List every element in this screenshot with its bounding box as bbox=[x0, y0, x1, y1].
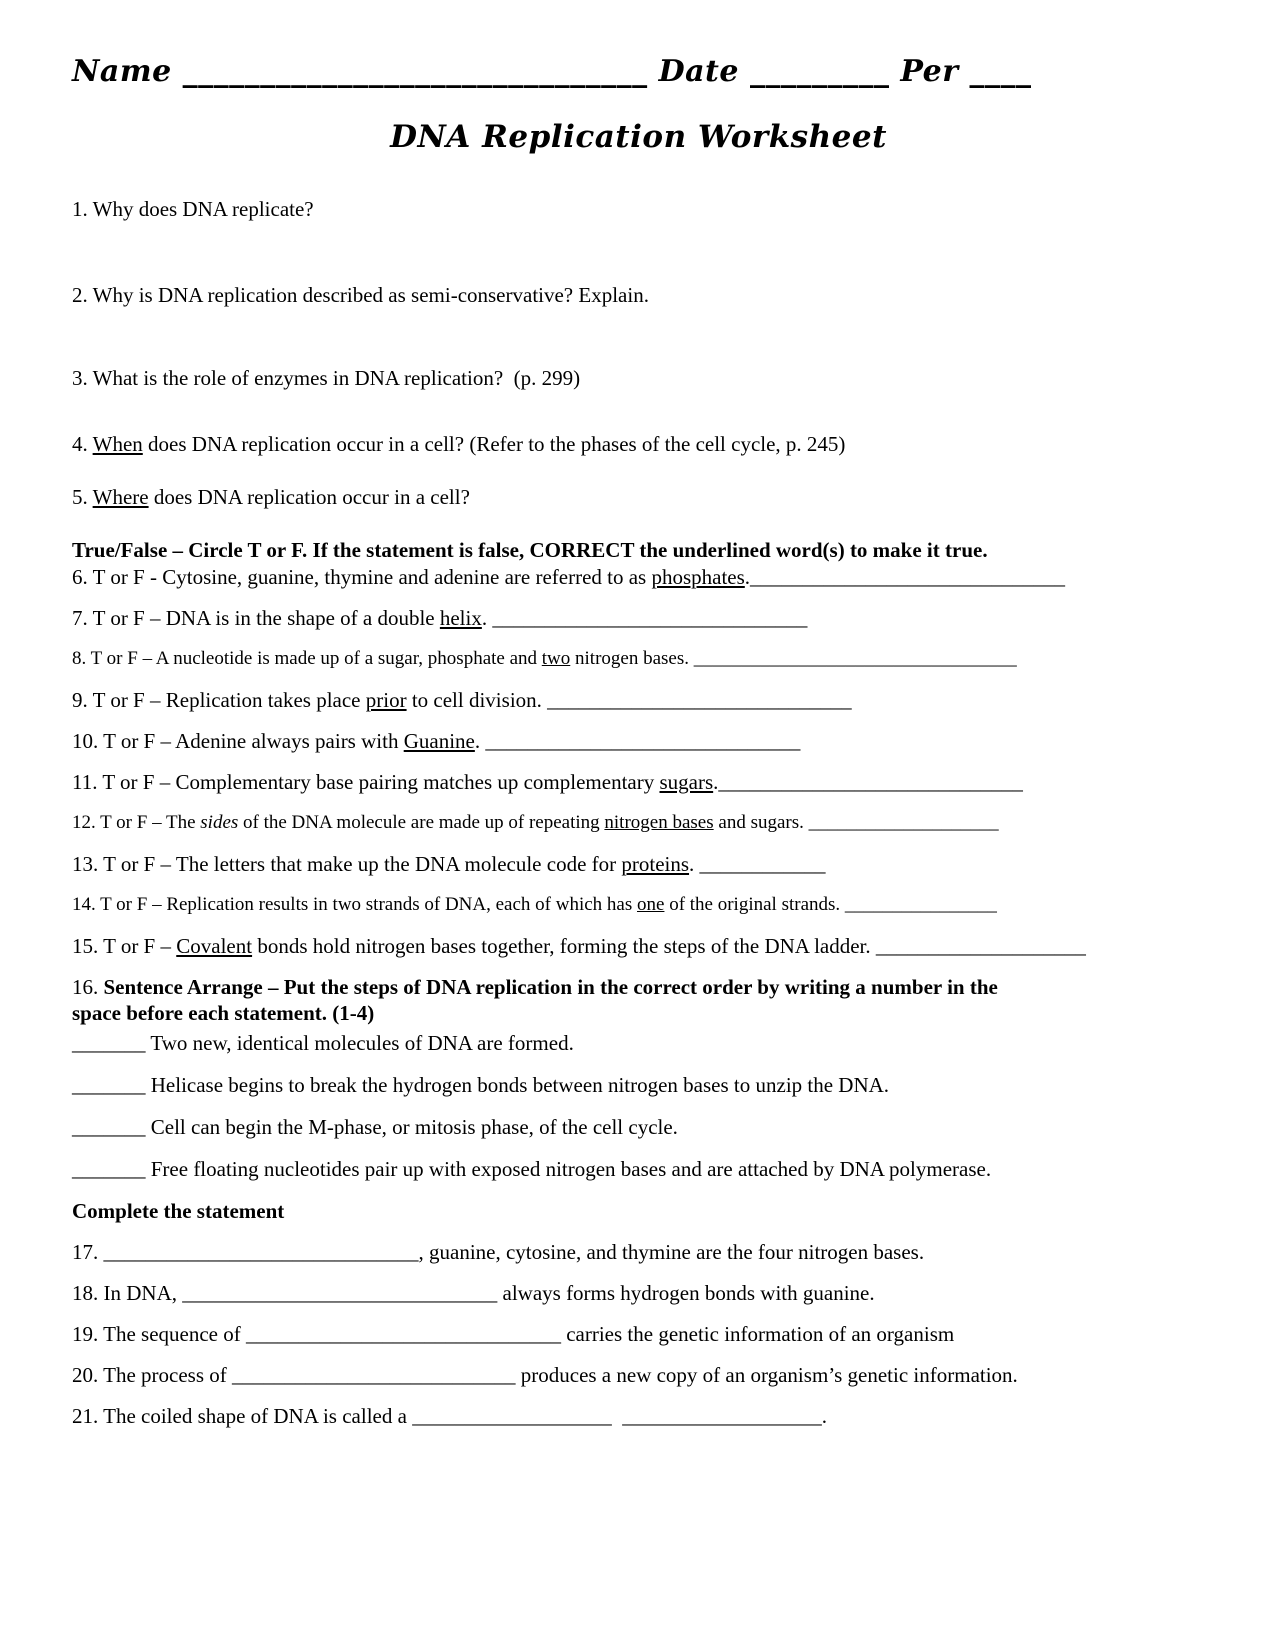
text-segment: . bbox=[481, 606, 493, 630]
text-segment: Free floating nucleotides pair up with exposed nitrogen bases and are attached by DNA polymerase. bbox=[145, 1157, 992, 1181]
per-blank[interactable]: ____ bbox=[969, 54, 1032, 89]
complete-statement-list bbox=[72, 1239, 1205, 1429]
answer-blank[interactable]: _______ bbox=[72, 1073, 146, 1097]
sentence-arrange-instructions bbox=[72, 974, 1205, 1026]
text-segment: 21. The coiled shape of DNA is called a bbox=[72, 1404, 413, 1428]
text-segment: and sugars. bbox=[713, 812, 809, 833]
answer-blank[interactable]: ___________________ bbox=[622, 1404, 822, 1428]
question-line bbox=[72, 431, 1205, 457]
text-segment: produces a new copy of an organism’s genetic information. bbox=[515, 1363, 1018, 1387]
complete-line bbox=[72, 1362, 1205, 1388]
arrange-line bbox=[72, 1072, 1205, 1098]
arrange-line bbox=[72, 1156, 1205, 1182]
text-segment: 7. T or F – DNA is in the shape of a double bbox=[72, 606, 440, 630]
answer-blank[interactable]: ________________ bbox=[844, 894, 997, 915]
text-segment: . bbox=[713, 770, 719, 794]
text-segment: nitrogen bases bbox=[604, 812, 714, 833]
text-segment: does DNA replication occur in a cell? (Refer to the phases of the cell cycle, p. 245) bbox=[142, 432, 846, 456]
arrange-line bbox=[72, 1030, 1205, 1056]
true-false-line bbox=[72, 933, 1205, 959]
text-segment: Two new, identical molecules of DNA are formed. bbox=[145, 1031, 574, 1055]
true-false-instructions: True/False – Circle T or F. If the statement is false, CORRECT the underlined word(s) to make it true. bbox=[72, 538, 988, 562]
question-line bbox=[72, 282, 1205, 308]
text-segment: prior bbox=[365, 688, 407, 712]
name-blank[interactable]: ______________________________ bbox=[182, 54, 648, 89]
text-segment: sides bbox=[200, 812, 239, 833]
text-segment: Cell can begin the M-phase, or mitosis phase, of the cell cycle. bbox=[145, 1115, 678, 1139]
text-segment: does DNA replication occur in a cell? bbox=[148, 485, 470, 509]
true-false-line bbox=[72, 728, 1205, 754]
true-false-line bbox=[72, 687, 1205, 713]
true-false-line bbox=[72, 605, 1205, 631]
answer-blank[interactable]: ______________________________ bbox=[245, 1322, 561, 1346]
complete-line bbox=[72, 1280, 1205, 1306]
answer-blank[interactable]: _______ bbox=[72, 1157, 146, 1181]
name-label: Name bbox=[72, 54, 183, 89]
section-open-questions bbox=[72, 196, 1205, 510]
arrange-line bbox=[72, 1114, 1205, 1140]
text-segment: one bbox=[637, 894, 665, 915]
text-segment: 13. T or F – The letters that make up the DNA molecule code for bbox=[72, 852, 622, 876]
text-segment: bonds hold nitrogen bases together, forming the steps of the DNA ladder. bbox=[252, 934, 876, 958]
text-segment: carries the genetic information of an organism bbox=[560, 1322, 955, 1346]
date-label: Date bbox=[647, 54, 750, 89]
text-segment: to cell division. bbox=[406, 688, 548, 712]
true-false-line bbox=[72, 851, 1205, 877]
date-blank[interactable]: _________ bbox=[749, 54, 890, 89]
text-segment: 10. T or F – Adenine always pairs with bbox=[72, 729, 404, 753]
text-segment bbox=[612, 1404, 623, 1428]
text-segment: 18. In DNA, bbox=[72, 1281, 183, 1305]
question-line bbox=[72, 365, 1205, 391]
text-segment: 16. bbox=[72, 975, 104, 999]
instruction-line bbox=[72, 1000, 1205, 1026]
question-line bbox=[72, 196, 1205, 222]
true-false-line bbox=[72, 564, 1205, 590]
text-segment: 2. Why is DNA replication described as semi-conservative? Explain. bbox=[72, 283, 649, 307]
text-segment: When bbox=[92, 432, 143, 456]
answer-blank[interactable]: ______________________________ bbox=[103, 1240, 419, 1264]
complete-line bbox=[72, 1321, 1205, 1347]
text-segment: Where bbox=[92, 485, 149, 509]
text-segment: nitrogen bases. bbox=[570, 648, 694, 669]
text-segment: helix bbox=[439, 606, 482, 630]
text-segment: . bbox=[821, 1404, 827, 1428]
text-segment: sugars bbox=[659, 770, 714, 794]
text-segment: 14. T or F – Replication results in two strands of DNA, each of which has bbox=[72, 894, 637, 915]
answer-blank[interactable]: _______ bbox=[72, 1115, 146, 1139]
true-false-line bbox=[72, 892, 1205, 918]
complete-statement-heading: Complete the statement bbox=[72, 1199, 285, 1223]
text-segment: 12. T or F – The bbox=[72, 812, 201, 833]
instruction-line bbox=[72, 974, 1205, 1000]
answer-blank[interactable]: ___________________ bbox=[412, 1404, 612, 1428]
per-label: Per bbox=[889, 54, 970, 89]
answer-blank[interactable]: ____________________ bbox=[875, 934, 1086, 958]
true-false-line bbox=[72, 810, 1205, 836]
section-complete-statement bbox=[72, 1198, 1205, 1429]
answer-blank[interactable]: ______________________________ bbox=[750, 565, 1066, 589]
text-segment: . bbox=[474, 729, 486, 753]
text-segment: of the original strands. bbox=[664, 894, 845, 915]
text-segment: proteins bbox=[621, 852, 690, 876]
section-sentence-arrange bbox=[72, 974, 1205, 1182]
text-segment: 15. T or F – bbox=[72, 934, 177, 958]
question-line bbox=[72, 484, 1205, 510]
answer-blank[interactable]: _____________________________ bbox=[547, 688, 852, 712]
answer-blank[interactable]: ____________________ bbox=[808, 812, 999, 833]
text-segment: Helicase begins to break the hydrogen bonds between nitrogen bases to unzip the DNA. bbox=[145, 1073, 890, 1097]
text-segment: . bbox=[744, 565, 751, 589]
text-segment: 9. T or F – Replication takes place bbox=[72, 688, 366, 712]
true-false-line bbox=[72, 769, 1205, 795]
text-segment: 4. bbox=[72, 432, 93, 456]
name-date-per-line bbox=[72, 52, 1205, 92]
text-segment: 19. The sequence of bbox=[72, 1322, 246, 1346]
answer-blank[interactable]: _______ bbox=[72, 1031, 146, 1055]
answer-blank[interactable]: ____________ bbox=[699, 852, 826, 876]
section-true-false bbox=[72, 537, 1205, 959]
text-segment: 5. bbox=[72, 485, 93, 509]
text-segment: Guanine bbox=[403, 729, 475, 753]
answer-blank[interactable]: ___________________________ bbox=[232, 1363, 516, 1387]
true-false-line bbox=[72, 646, 1205, 672]
true-false-list bbox=[72, 564, 1205, 959]
page-title: DNA Replication Worksheet bbox=[390, 119, 887, 155]
answer-blank[interactable]: __________________________________ bbox=[693, 648, 1017, 669]
text-segment: Covalent bbox=[176, 934, 253, 958]
text-segment: 6. T or F - Cytosine, guanine, thymine and adenine are referred to as bbox=[72, 565, 652, 589]
text-segment: space before each statement. (1-4) bbox=[72, 1001, 375, 1025]
text-segment: 8. T or F – A nucleotide is made up of a sugar, phosphate and bbox=[72, 648, 542, 669]
text-segment: Sentence Arrange – Put the steps of DNA replication in the correct order by writing a number in the bbox=[103, 975, 998, 999]
text-segment: , guanine, cytosine, and thymine are the four nitrogen bases. bbox=[418, 1240, 925, 1264]
answer-blank[interactable]: ______________________________ bbox=[492, 606, 808, 630]
text-segment: 17. bbox=[72, 1240, 104, 1264]
text-segment: 1. Why does DNA replicate? bbox=[72, 197, 314, 221]
answer-blank[interactable]: ______________________________ bbox=[485, 729, 801, 753]
text-segment: 3. What is the role of enzymes in DNA replication? (p. 299) bbox=[72, 366, 581, 390]
answer-blank[interactable]: ______________________________ bbox=[182, 1281, 498, 1305]
text-segment: 20. The process of bbox=[72, 1363, 232, 1387]
sentence-arrange-list bbox=[72, 1030, 1205, 1182]
text-segment: always forms hydrogen bonds with guanine. bbox=[497, 1281, 875, 1305]
text-segment: of the DNA molecule are made up of repeating bbox=[238, 812, 605, 833]
text-segment: two bbox=[541, 648, 571, 669]
complete-line bbox=[72, 1403, 1205, 1429]
answer-blank[interactable]: _____________________________ bbox=[718, 770, 1023, 794]
text-segment: 11. T or F – Complementary base pairing matches up complementary bbox=[72, 770, 660, 794]
text-segment: phosphates bbox=[651, 565, 745, 589]
text-segment: . bbox=[689, 852, 700, 876]
complete-line bbox=[72, 1239, 1205, 1265]
